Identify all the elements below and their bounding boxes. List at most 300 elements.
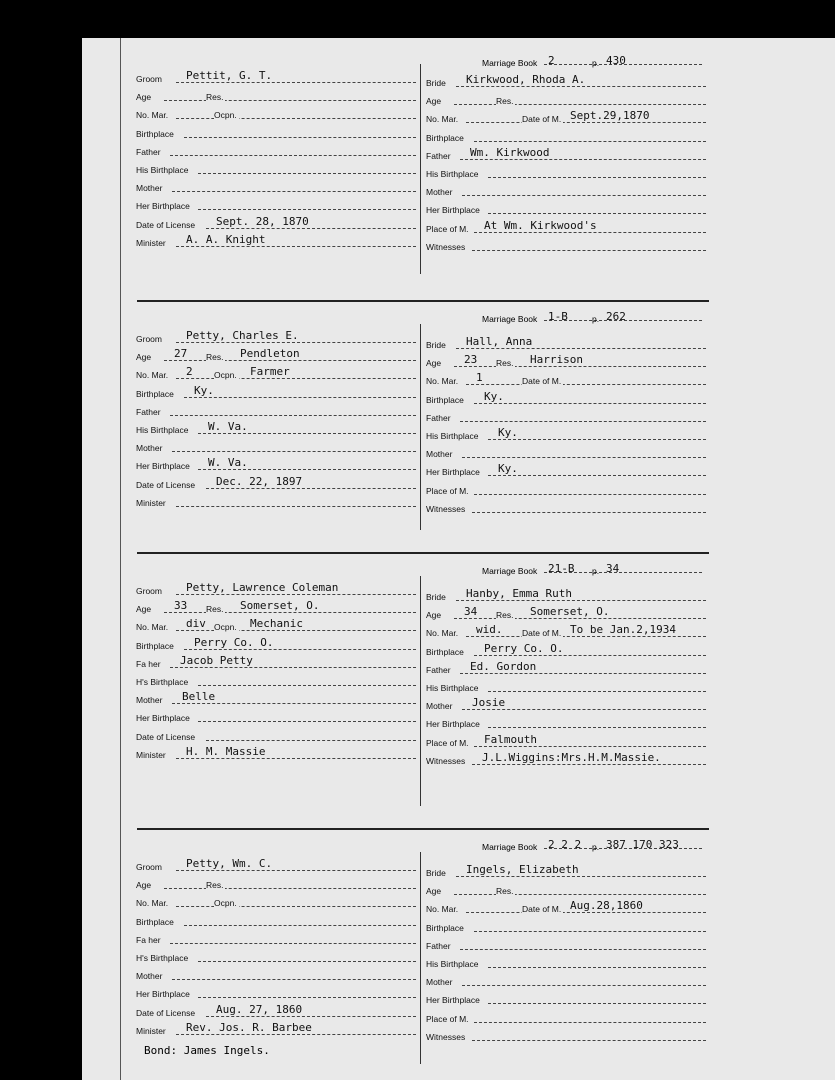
entry-line	[454, 894, 706, 895]
page-label: p.	[592, 314, 600, 324]
field-label: Groom	[136, 74, 162, 84]
entry-line	[474, 1022, 706, 1023]
bride-field-row	[426, 604, 706, 622]
field-label: Age	[426, 886, 442, 897]
entry-line	[474, 746, 706, 747]
entry-line	[198, 469, 416, 470]
field-label: His Birthplace	[426, 959, 479, 969]
entry-line	[184, 397, 416, 398]
page-label: p.	[592, 58, 600, 68]
field-label: Mother	[136, 971, 163, 982]
field-label: Date of License	[136, 219, 196, 230]
entry-line	[488, 213, 706, 214]
field-label-secondary: Res.	[206, 352, 224, 363]
record-divider	[137, 552, 709, 554]
page-label: p.	[592, 566, 600, 576]
groom-field-row	[136, 123, 416, 141]
field-label: Birthplace	[426, 646, 464, 657]
field-value-secondary: Farmer	[250, 365, 290, 379]
entry-line	[456, 348, 706, 349]
groom-field-row	[136, 455, 416, 473]
groom-field-row	[136, 346, 416, 364]
field-label: No. Mar.	[426, 628, 459, 639]
field-label: Age	[136, 352, 152, 363]
entry-line	[462, 709, 706, 710]
field-label: Fa her	[136, 934, 161, 945]
bride-field-row	[426, 218, 706, 236]
entry-line	[170, 943, 416, 944]
groom-field-row	[136, 141, 416, 159]
entry-line	[474, 655, 706, 656]
field-label: Groom	[136, 586, 162, 596]
entry-line	[198, 209, 416, 210]
field-label: Her Birthplace	[136, 989, 190, 1000]
field-value: Ky.	[194, 383, 214, 397]
marriage-book-label: Marriage Book	[482, 314, 538, 324]
field-label-secondary: Ocpn.	[214, 110, 237, 121]
field-value: H. M. Massie	[186, 744, 266, 758]
entry-line	[462, 195, 706, 196]
field-label: Minister	[136, 749, 166, 760]
entry-line	[164, 360, 416, 361]
field-value-secondary: Sept.29,1870	[570, 109, 650, 123]
field-label: Birthplace	[136, 916, 174, 927]
field-label: Mother	[426, 187, 453, 198]
field-value: wid.	[476, 623, 503, 637]
field-label: Age	[136, 880, 152, 891]
marriage-book-label: Marriage Book	[482, 58, 538, 68]
field-label-secondary: Res.	[496, 610, 514, 621]
groom-field-row	[136, 892, 416, 910]
groom-field-row	[136, 616, 416, 634]
field-label: Father	[136, 406, 161, 417]
entry-line	[462, 457, 706, 458]
entry-line	[456, 600, 706, 601]
bride-field-row	[426, 480, 706, 498]
entry-line	[176, 1034, 416, 1035]
bride-field-row	[426, 677, 706, 695]
field-value-secondary: To be Jan.2,1934	[570, 623, 676, 637]
entry-line	[462, 985, 706, 986]
field-label: Bride	[426, 340, 446, 350]
field-label-secondary: Res.	[206, 880, 224, 891]
field-label: Date of License	[136, 1007, 196, 1018]
entry-line	[472, 250, 706, 251]
groom-field-row	[136, 437, 416, 455]
field-label: Birthplace	[426, 922, 464, 933]
field-label: Witnesses	[426, 755, 466, 766]
bride-field-row	[426, 659, 706, 677]
entry-line	[474, 232, 706, 233]
field-label: Age	[136, 604, 152, 615]
entry-line	[488, 691, 706, 692]
entry-line	[198, 997, 416, 998]
bride-column	[426, 862, 706, 1048]
entry-line	[164, 612, 416, 613]
groom-field-row	[136, 929, 416, 947]
field-label: Her Birthplace	[426, 467, 480, 478]
entry-line	[454, 104, 706, 105]
field-label-secondary: Res.	[206, 92, 224, 103]
groom-field-row	[136, 401, 416, 419]
field-label: Bride	[426, 78, 446, 88]
entry-line	[172, 979, 416, 980]
entry-line	[172, 191, 416, 192]
field-value-secondary: Harrison	[530, 353, 583, 367]
field-label: No. Mar.	[426, 376, 459, 387]
entry-line	[474, 403, 706, 404]
field-label: No. Mar.	[136, 622, 169, 633]
marriage-book-number: 21-B	[548, 562, 575, 575]
entry-line	[474, 494, 706, 495]
field-label: Mother	[136, 695, 163, 706]
field-value: Perry Co. O.	[484, 641, 564, 655]
bride-field-row	[426, 1026, 706, 1044]
field-value: Kirkwood, Rhoda A.	[466, 73, 586, 86]
field-value: Ed. Gordon	[470, 659, 537, 673]
field-label: Fa her	[136, 658, 161, 669]
field-value: Petty, Charles E.	[186, 329, 299, 342]
groom-field-row	[136, 86, 416, 104]
groom-field-row	[136, 328, 416, 346]
field-value-secondary: Somerset, O.	[530, 605, 610, 619]
field-value: Falmouth	[484, 732, 537, 746]
field-value: Hanby, Emma Ruth	[466, 587, 572, 600]
entry-line	[488, 475, 706, 476]
groom-field-row	[136, 965, 416, 983]
field-label: Age	[136, 92, 152, 103]
page-number: 387 170 323	[606, 838, 679, 851]
field-label: Her Birthplace	[426, 205, 480, 216]
bride-field-row	[426, 622, 706, 640]
entry-line	[466, 384, 706, 385]
field-label: His Birthplace	[136, 425, 189, 435]
column-divider	[420, 576, 421, 806]
field-label: Father	[426, 150, 451, 161]
field-label: His Birthplace	[426, 431, 479, 441]
groom-column	[136, 856, 416, 1042]
bride-field-row	[426, 586, 706, 604]
entry-line	[176, 82, 416, 83]
entry-line	[184, 649, 416, 650]
field-value: Ky.	[498, 462, 518, 476]
bride-field-row	[426, 935, 706, 953]
field-label: No. Mar.	[426, 114, 459, 125]
field-label: Age	[426, 96, 442, 107]
bride-field-row	[426, 1008, 706, 1026]
field-label: Age	[426, 610, 442, 621]
entry-line	[454, 366, 706, 367]
field-label: Birthplace	[136, 128, 174, 139]
groom-field-row	[136, 195, 416, 213]
field-value: Ingels, Elizabeth	[466, 863, 579, 876]
entry-line	[198, 433, 416, 434]
field-label: His Birthplace	[136, 165, 189, 175]
bride-field-row	[426, 498, 706, 516]
field-label: Her Birthplace	[426, 719, 480, 730]
field-value: At Wm. Kirkwood's	[484, 218, 597, 232]
field-value: Petty, Wm. C.	[186, 857, 273, 870]
bride-field-row	[426, 750, 706, 768]
entry-line	[176, 342, 416, 343]
field-label-secondary: Ocpn.	[214, 370, 237, 381]
field-value: Perry Co. O.	[194, 635, 274, 649]
groom-field-row	[136, 707, 416, 725]
marriage-book-number: 2 2 2	[548, 838, 582, 851]
field-label-secondary: Date of M.	[522, 628, 562, 639]
groom-field-row	[136, 1002, 416, 1020]
entry-line	[488, 727, 706, 728]
groom-field-row	[136, 1020, 416, 1038]
field-label: Her Birthplace	[136, 713, 190, 724]
page-label: p.	[592, 842, 600, 852]
field-label-secondary: Res.	[496, 358, 514, 369]
bride-field-row	[426, 732, 706, 750]
field-label-secondary: Res.	[496, 886, 514, 897]
field-label: No. Mar.	[136, 110, 169, 121]
field-label-secondary: Date of M.	[522, 376, 562, 387]
groom-field-row	[136, 232, 416, 250]
entry-line	[460, 673, 706, 674]
field-label: Father	[426, 412, 451, 423]
field-label: Witnesses	[426, 241, 466, 252]
field-value: 23	[464, 353, 478, 367]
bride-field-row	[426, 407, 706, 425]
marriage-book-number: 1-B	[548, 310, 568, 323]
field-value: div	[186, 617, 206, 631]
entry-line	[206, 1016, 416, 1017]
entry-line	[184, 137, 416, 138]
bride-field-row	[426, 199, 706, 217]
bride-field-row	[426, 898, 706, 916]
page-number: 262	[606, 310, 626, 323]
field-label: Birthplace	[426, 394, 464, 405]
field-label: Witnesses	[426, 1031, 466, 1042]
entry-line	[454, 618, 706, 619]
entry-line	[460, 421, 706, 422]
field-value: Hall, Anna	[466, 335, 533, 348]
groom-column	[136, 68, 416, 254]
groom-field-row	[136, 744, 416, 762]
record-divider	[137, 300, 709, 302]
field-label: Minister	[136, 237, 166, 248]
field-label: Her Birthplace	[136, 201, 190, 212]
bride-field-row	[426, 181, 706, 199]
bride-field-row	[426, 145, 706, 163]
field-value: Sept. 28, 1870	[216, 214, 309, 228]
bride-field-row	[426, 461, 706, 479]
bride-field-row	[426, 443, 706, 461]
field-label: No. Mar.	[426, 904, 459, 915]
field-value: 2	[186, 365, 193, 379]
field-label: Place of M.	[426, 485, 469, 496]
field-label-secondary: Res.	[206, 604, 224, 615]
groom-field-row	[136, 911, 416, 929]
field-label: His Birthplace	[426, 169, 479, 179]
groom-field-row	[136, 856, 416, 874]
field-value: Pettit, G. T.	[186, 69, 273, 82]
entry-line	[172, 451, 416, 452]
entry-line	[456, 86, 706, 87]
groom-field-row	[136, 214, 416, 232]
field-label: Groom	[136, 862, 162, 872]
marriage-book-header	[482, 838, 702, 852]
column-divider	[420, 324, 421, 530]
bride-field-row	[426, 917, 706, 935]
marriage-record	[82, 828, 835, 1080]
field-value: Ky.	[484, 389, 504, 403]
entry-line	[466, 912, 706, 913]
entry-line	[164, 888, 416, 889]
entry-line	[456, 876, 706, 877]
field-value: Jacob Petty	[180, 653, 253, 667]
entry-line	[460, 159, 706, 160]
groom-field-row	[136, 874, 416, 892]
entry-line	[176, 630, 416, 631]
groom-field-row	[136, 598, 416, 616]
groom-field-row	[136, 383, 416, 401]
bride-field-row	[426, 971, 706, 989]
groom-field-row	[136, 653, 416, 671]
bride-field-row	[426, 163, 706, 181]
entry-line	[176, 118, 416, 119]
page-number: 430	[606, 54, 626, 67]
field-label: Bride	[426, 592, 446, 602]
column-divider	[420, 64, 421, 274]
groom-field-row	[136, 177, 416, 195]
field-value: J.L.Wiggins:Mrs.H.M.Massie.	[482, 750, 661, 764]
entry-line	[198, 961, 416, 962]
entry-line	[176, 594, 416, 595]
bride-field-row	[426, 425, 706, 443]
bond-note: Bond: James Ingels.	[144, 1044, 270, 1057]
marriage-book-header	[482, 54, 702, 68]
field-value: Belle	[182, 690, 216, 704]
entry-line	[472, 764, 706, 765]
column-divider	[420, 852, 421, 1064]
bride-field-row	[426, 989, 706, 1007]
entry-line	[176, 378, 416, 379]
field-label: Place of M.	[426, 223, 469, 234]
marriage-record	[82, 552, 835, 822]
entry-line	[198, 685, 416, 686]
groom-column	[136, 580, 416, 766]
bride-column	[426, 72, 706, 258]
field-value: Josie	[472, 696, 506, 710]
bride-field-row	[426, 127, 706, 145]
field-label: H's Birthplace	[136, 677, 189, 687]
field-value: Aug. 27, 1860	[216, 1002, 303, 1016]
field-value: Wm. Kirkwood	[470, 145, 550, 159]
field-label: Father	[136, 146, 161, 157]
entry-line	[170, 667, 416, 668]
field-label: Witnesses	[426, 503, 466, 514]
entry-line	[474, 141, 706, 142]
field-value: 34	[464, 605, 478, 619]
bride-field-row	[426, 72, 706, 90]
field-value-secondary: Aug.28,1860	[570, 899, 643, 913]
entry-line	[172, 703, 416, 704]
field-label: Mother	[426, 449, 453, 460]
field-label: Father	[426, 664, 451, 675]
bride-field-row	[426, 90, 706, 108]
bride-field-row	[426, 953, 706, 971]
page-number: 34	[606, 562, 620, 575]
bride-field-row	[426, 108, 706, 126]
entry-line	[198, 173, 416, 174]
field-value: Rev. Jos. R. Barbee	[186, 1020, 312, 1034]
bride-column	[426, 586, 706, 772]
groom-field-row	[136, 983, 416, 1001]
field-label: Age	[426, 358, 442, 369]
field-value: W. Va.	[208, 456, 248, 470]
bride-field-row	[426, 713, 706, 731]
entry-line	[488, 1003, 706, 1004]
field-value: W. Va.	[208, 420, 248, 433]
field-value: Petty, Lawrence Coleman	[186, 581, 339, 594]
bride-field-row	[426, 695, 706, 713]
entry-line	[206, 488, 416, 489]
marriage-book-header	[482, 310, 702, 324]
field-value: 1	[476, 371, 483, 385]
bride-field-row	[426, 236, 706, 254]
field-label: Birthplace	[426, 132, 464, 143]
groom-field-row	[136, 635, 416, 653]
bride-field-row	[426, 352, 706, 370]
entry-line	[488, 177, 706, 178]
field-label-secondary: Date of M.	[522, 114, 562, 125]
entry-line	[184, 925, 416, 926]
field-label: Mother	[426, 701, 453, 712]
marriage-book-number: 2	[548, 54, 555, 67]
field-label: No. Mar.	[136, 898, 169, 909]
entry-line	[488, 439, 706, 440]
bride-field-row	[426, 389, 706, 407]
groom-field-row	[136, 159, 416, 177]
entry-line	[460, 949, 706, 950]
field-label: Mother	[136, 183, 163, 194]
field-label: Minister	[136, 497, 166, 508]
field-label-secondary: Date of M.	[522, 904, 562, 915]
field-value: 33	[174, 599, 188, 613]
groom-field-row	[136, 580, 416, 598]
field-value-secondary: Somerset, O.	[240, 599, 320, 613]
entry-line	[170, 415, 416, 416]
entry-line	[206, 228, 416, 229]
field-label-secondary: Res.	[496, 96, 514, 107]
field-label: H's Birthplace	[136, 953, 189, 963]
entry-line	[176, 246, 416, 247]
field-value: A. A. Knight	[186, 232, 266, 246]
field-value-secondary: Mechanic	[250, 617, 303, 631]
groom-field-row	[136, 419, 416, 437]
field-label: Place of M.	[426, 737, 469, 748]
field-value-secondary: Pendleton	[240, 347, 300, 361]
field-label-secondary: Ocpn.	[214, 622, 237, 633]
field-label: Place of M.	[426, 1013, 469, 1024]
entry-line	[206, 740, 416, 741]
field-label: Birthplace	[136, 388, 174, 399]
entry-line	[472, 512, 706, 513]
entry-line	[164, 100, 416, 101]
groom-field-row	[136, 474, 416, 492]
bride-field-row	[426, 862, 706, 880]
groom-field-row	[136, 689, 416, 707]
entry-line	[176, 906, 416, 907]
entry-line	[472, 1040, 706, 1041]
field-label: Groom	[136, 334, 162, 344]
field-label: His Birthplace	[426, 683, 479, 693]
